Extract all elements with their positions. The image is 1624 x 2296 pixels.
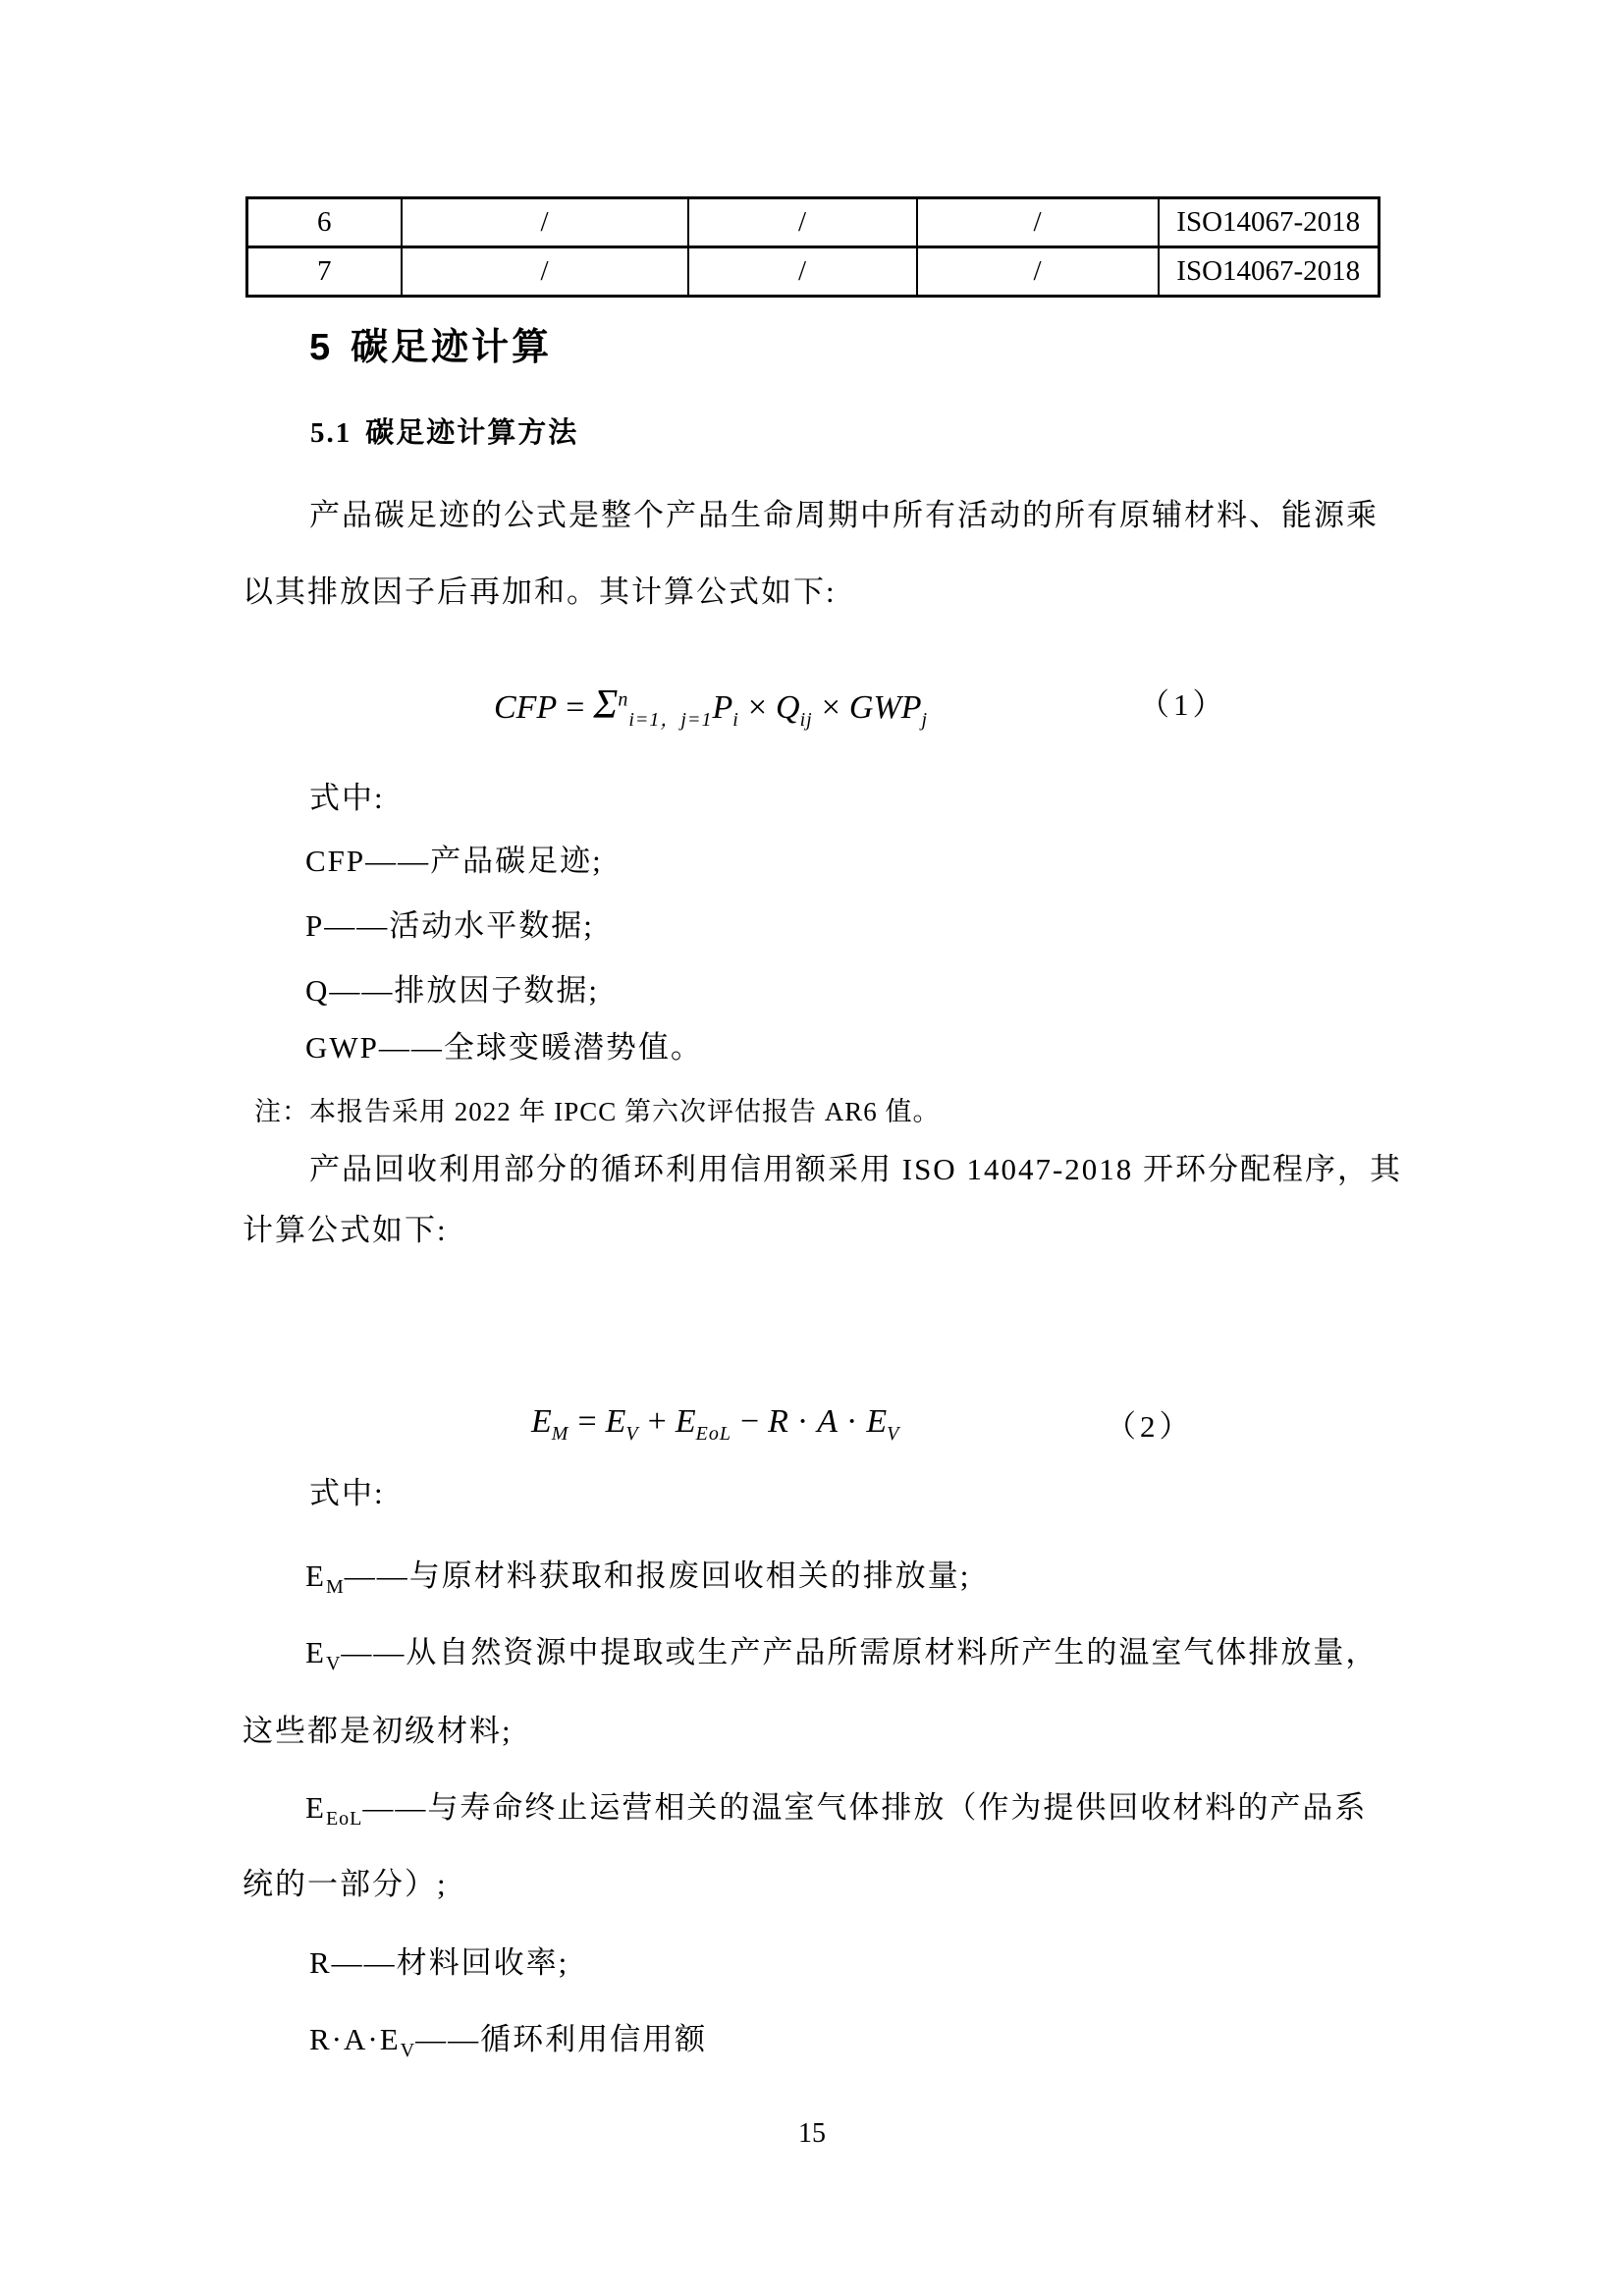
formula-2-term-eeol-sub: EoL	[695, 1422, 731, 1445]
times-sign: ×	[821, 689, 840, 726]
plus-sign: +	[647, 1403, 667, 1440]
definition-q: Q——排放因子数据;	[305, 973, 599, 1008]
formula-2-term-ev2-sub: V	[887, 1422, 900, 1445]
formula-2-number: （2）	[1106, 1409, 1194, 1444]
sigma-upper-limit: n	[618, 688, 629, 711]
table-row	[247, 247, 1380, 297]
section-title: 碳足迹计算	[351, 327, 553, 368]
table-cell: /	[688, 198, 917, 247]
formula-1-where-label: 式中:	[309, 781, 385, 815]
equals-sign: =	[566, 689, 585, 726]
formula-1-term-p: P	[712, 689, 733, 726]
formula-2-term-r: R	[768, 1403, 788, 1440]
definition-raev	[309, 2021, 707, 2062]
table-cell-standard: ISO14067-2018	[1159, 198, 1380, 247]
table-cell: /	[402, 198, 688, 247]
definition-em	[305, 1558, 970, 1599]
definition-ev-symbol: E	[305, 1635, 326, 1669]
definition-em-symbol: E	[305, 1558, 326, 1593]
sigma-symbol: Σ	[593, 683, 619, 728]
minus-sign: −	[739, 1403, 760, 1440]
sigma-lower-limit: i=1，j=1	[628, 708, 713, 731]
definition-p: P——活动水平数据;	[305, 908, 594, 943]
definition-raev-text: ——循环利用信用额	[415, 2022, 708, 2056]
definition-cfp: CFP——产品碳足迹;	[305, 844, 603, 878]
formula-1	[494, 681, 928, 732]
table-cell-index: 7	[247, 247, 402, 297]
definition-eeol-subscript: EoL	[325, 1808, 363, 1831]
table-cell-index: 6	[247, 198, 402, 247]
table-cell: /	[688, 247, 917, 297]
definition-gwp: GWP——全球变暖潜势值。	[305, 1030, 703, 1065]
table-row	[247, 198, 1380, 247]
formula-1-number: （1）	[1139, 687, 1227, 722]
formula-1-term-gwp: GWP	[848, 689, 922, 726]
table-cell: /	[402, 247, 688, 297]
formula-2-term-eeol: E	[675, 1403, 696, 1440]
formula-1-lhs: CFP	[494, 689, 558, 726]
definition-raev-subscript: V	[400, 2040, 416, 2062]
subsection-number: 5.1	[310, 417, 352, 449]
formula-2-term-ev: E	[605, 1403, 626, 1440]
formula-2-lhs: E	[531, 1403, 552, 1440]
formula-2-term-ev2: E	[866, 1403, 888, 1440]
definition-ev-subscript: V	[325, 1653, 342, 1675]
times-sign: ×	[747, 689, 768, 726]
definition-ev-continuation: 这些都是初级材料;	[243, 1714, 513, 1748]
section-number: 5	[309, 327, 334, 368]
note-line: 注：本报告采用 2022 年 IPCC 第六次评估报告 AR6 值。	[254, 1097, 941, 1126]
formula-2-term-ev-sub: V	[625, 1422, 639, 1445]
formula-2-where-label: 式中:	[309, 1476, 385, 1510]
definition-r: R——材料回收率;	[309, 1945, 569, 1980]
definition-eeol-symbol: E	[305, 1790, 326, 1825]
formula-1-term-q: Q	[776, 689, 800, 726]
definition-em-subscript: M	[325, 1576, 345, 1599]
formula-1-term-gwp-sub: j	[921, 708, 929, 731]
paragraph-2-line-2: 计算公式如下:	[243, 1213, 448, 1247]
equals-sign: =	[577, 1403, 597, 1440]
table-cell: /	[917, 247, 1159, 297]
table-cell-standard: ISO14067-2018	[1159, 247, 1380, 297]
definition-ev	[305, 1634, 1378, 1675]
definition-eeol-text: ——与寿命终止运营相关的温室气体排放（作为提供回收材料的产品系	[362, 1790, 1368, 1825]
formula-2-lhs-sub: M	[551, 1422, 569, 1445]
formula-2-term-a: A	[817, 1403, 839, 1440]
paragraph-2-line-1: 产品回收利用部分的循环利用信用额采用 ISO 14047-2018 开环分配程序，其	[309, 1152, 1403, 1186]
paragraph-1-line-2: 以其排放因子后再加和。其计算公式如下:	[243, 574, 837, 609]
subsection-heading	[310, 416, 578, 451]
definition-raev-symbol: R·A·E	[309, 2022, 401, 2056]
dot-operator: ·	[846, 1403, 858, 1440]
formula-1-term-q-sub: ij	[799, 708, 813, 731]
table-cell: /	[917, 198, 1159, 247]
definition-ev-text: ——从自然资源中提取或生产产品所需原材料所产生的温室气体排放量，	[341, 1635, 1379, 1669]
section-heading	[309, 326, 552, 371]
formula-1-term-p-sub: i	[732, 708, 739, 731]
data-source-table	[245, 196, 1380, 298]
definition-eeol-continuation: 统的一部分）;	[243, 1867, 448, 1901]
formula-2	[531, 1402, 899, 1446]
dot-operator: ·	[796, 1403, 809, 1440]
paragraph-1-line-1: 产品碳足迹的公式是整个产品生命周期中所有活动的所有原辅材料、能源乘	[309, 498, 1379, 532]
page-number: 15	[798, 2118, 826, 2149]
definition-eeol	[305, 1789, 1367, 1831]
definition-em-text: ——与原材料获取和报废回收相关的排放量;	[344, 1558, 971, 1593]
subsection-title: 碳足迹计算方法	[365, 417, 579, 449]
